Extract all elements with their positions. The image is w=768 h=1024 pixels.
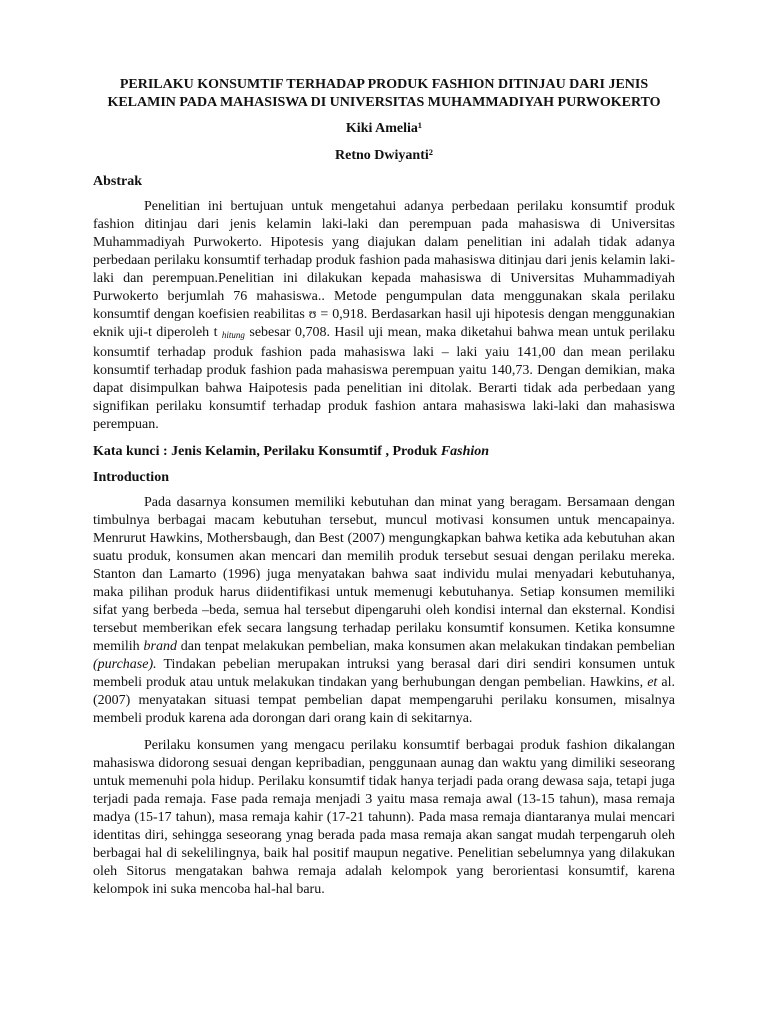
intro-p1-text-b: dan tenpat melakukan pembelian, maka konsumen akan melakukan tindakan pembelian: [180, 639, 676, 654]
intro-p1-text-d: al. (2007) menyatakan situasi tempat pembelian dapat mempengaruhi perilaku konsumen, misalnya membeli produk karena ada dorongan dari orang kain di sekitarnya.: [93, 675, 676, 726]
abstract-subscript: hitung: [221, 330, 245, 340]
abstract-paragraph: [93, 198, 675, 434]
keywords-line: [93, 443, 675, 461]
introduction-heading: Introduction: [93, 470, 169, 485]
author-1: Kiki Amelia¹: [345, 121, 423, 136]
intro-p1-etal: et: [647, 675, 658, 690]
intro-p1-text-a: Pada dasarnya konsumen memiliki kebutuhan dan minat yang beragam. Bersamaan dengan timbulnya berbagai macam kebutuhan tersebut, muncul motivasi konsumen untuk mencapainya. Menrurut Hawkins, Mothersbaugh, dan Best (2007) mengungkapkan bahwa ketika ada kebutuhan akan suatu produk, konsumen akan mencari dan memilih produk tersebut sesuai dengan perilaku mereka. Stanton dan Lamarto (1996) juga menyatakan bahwa saat individu mulai menyadari kebutuhanya, maka pilihan produk harus diidentifikasi untuk memenugi kebutuhanya. Setiap konsumen memiliki sifat yang berbeda –beda, semua hal tersebut dipengaruhi oleh kondisi internal dan eksternal. Kondisi tersebut memberikan efek secara langsung terhadap perilaku konsumtif konsumen. Ketika konsumne memilih: [93, 495, 675, 654]
intro-paragraph-1: [93, 494, 675, 728]
abstract-heading: Abstrak: [93, 174, 143, 189]
keywords-label: Kata kunci : Jenis Kelamin, Perilaku Konsumtif , Produk: [93, 444, 438, 459]
intro-paragraph-2: Perilaku konsumen yang mengacu perilaku konsumtif berbagai produk fashion dikalangan mahasiswa didorong sesuai dengan kepribadian, penggunaan aunag dan waktu yang dimiliki seseorang untuk memenuhi pola hidup. Perilaku konsumtif tidak hanya terjadi pada orang dewasa saja, tetapi juga terjadi pada remaja. Fase pada remaja menjadi 3 yaitu masa remaja awal (13-15 tahun), masa remaja madya (15-17 tahun), masa remaja kahir (17-21 tahunn). Pada masa remaja diantaranya mulai mencari identitas diri, sehingga seseorang ynag berada pada masa remaja akan sangat mudah terpengaruh oleh berbagai hal di sekelilingnya, baik hal positif maupun negative. Penelitian sebelumnya yang dilakukan oleh Sitorus mengatakan bahwa remaja adalah kelompok yang berorientasi konsumtif, karena kelompok ini suka mencoba hal-hal baru.: [93, 738, 675, 897]
paper-title: PERILAKU KONSUMTIF TERHADAP PRODUK FASHION DITINJAU DARI JENIS KELAMIN PADA MAHASISWA DI UNIVERSITAS MUHAMMADIYAH PURWOKERTO: [107, 77, 661, 110]
intro-p1-purchase: (purchase).: [93, 657, 157, 672]
abstract-text-2: sebesar 0,708. Hasil uji mean, maka diketahui bahwa mean untuk perilaku konsumtif terhadap produk fashion pada mahasiswa laki – laki yaiu 141,00 dan mean perilaku konsumtif terhadap produk fashion pada mahasiswa perempuan yaitu 140,73. Dengan demikian, maka dapat disimpulkan bahwa Haipotesis pada penelitian ini ditolak. Berarti tidak ada perbedaan yang signifikan perilaku konsumtif terhadap produk fashion antara mahasiswa laki-laki dan mahasiswa perempuan.: [93, 325, 676, 432]
keywords-italic: Fashion: [440, 444, 490, 459]
author-2: Retno Dwiyanti²: [335, 148, 433, 163]
intro-p1-brand: brand: [143, 639, 177, 654]
intro-p1-text-c: Tindakan pebelian merupakan intruksi yang berasal dari diri sendiri konsumen untuk membeli produk atau untuk melakukan tindakan yang berhubungan dengan pembelian. Hawkins,: [93, 657, 675, 690]
document-page: [93, 76, 675, 899]
abstract-text-1: Penelitian ini bertujuan untuk mengetahui adanya perbedaan perilaku konsumtif produk fashion ditinjau dari jenis kelamin laki-laki dan perempuan pada mahasiswa di Universitas Muhammadiyah Purwokerto. Hipotesis yang diajukan dalam penelitian ini adalah tidak adanya perbedaan perilaku konsumtif terhadap produk fashion pada mahasiswa ditinjau dari jenis kelamin laki-laki dan perempuan.Penelitian ini dilakukan kepada mahasiswa di Universitas Muhammadiyah Purwokerto berjumlah 76 mahasiswa.. Metode pengumpulan data menggunakan skala perilaku konsumtif dengan koefisien reabilitas ʊ = 0,918. Berdasarkan hasil uji hipotesis dengan menggunakian eknik uji-t diperoleh t: [93, 199, 675, 340]
